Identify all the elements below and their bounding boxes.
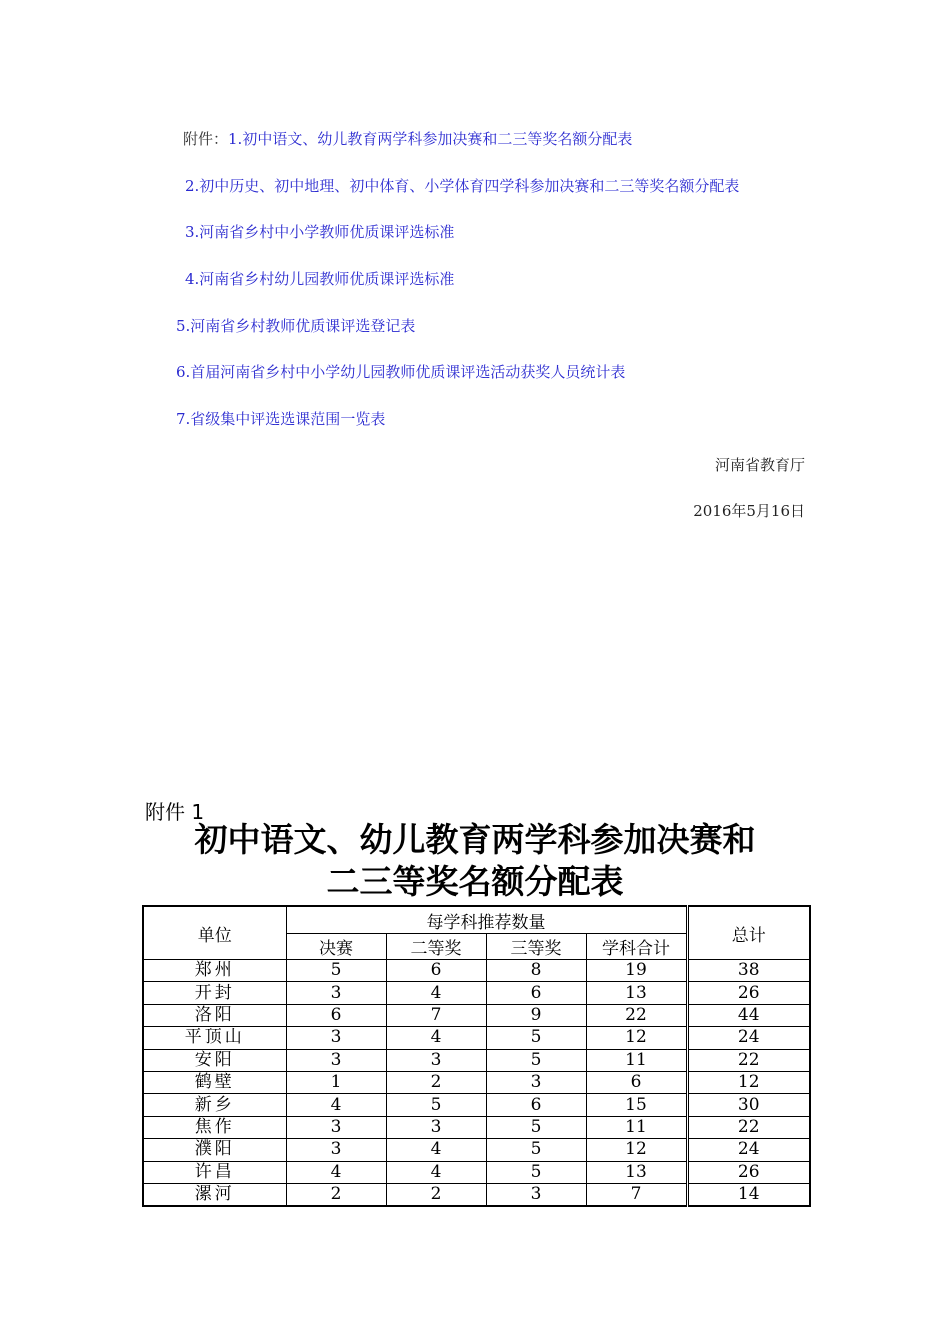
cell-second: 3 <box>386 1116 486 1138</box>
header-group: 每学科推荐数量 <box>286 906 687 934</box>
cell-second: 3 <box>386 1049 486 1071</box>
cell-total: 12 <box>687 1071 810 1093</box>
cell-subtotal: 22 <box>586 1004 687 1026</box>
table-row <box>143 1049 810 1071</box>
cell-total: 22 <box>687 1049 810 1071</box>
cell-third: 6 <box>486 1094 586 1116</box>
table-row <box>143 982 810 1004</box>
attachment-item-5[interactable] <box>176 315 415 336</box>
allocation-table <box>142 905 811 1207</box>
cell-second: 4 <box>386 1027 486 1049</box>
attachment-item-7[interactable] <box>176 408 385 429</box>
cell-third: 5 <box>486 1116 586 1138</box>
table-row <box>143 1071 810 1093</box>
attachment-item-1-text: 1.初中语文、幼儿教育两学科参加决赛和二三等奖名额分配表 <box>228 130 633 148</box>
cell-second: 7 <box>386 1004 486 1026</box>
cell-final: 4 <box>286 1094 386 1116</box>
cell-total: 38 <box>687 960 810 982</box>
attachment-item-2[interactable] <box>185 175 739 196</box>
cell-unit: 郑州 <box>143 960 286 982</box>
signature-date: 2016年5月16日 <box>693 502 805 520</box>
cell-second: 4 <box>386 1161 486 1183</box>
attachment-item-3[interactable] <box>185 221 454 242</box>
cell-third: 5 <box>486 1161 586 1183</box>
cell-final: 4 <box>286 1161 386 1183</box>
cell-subtotal: 12 <box>586 1139 687 1161</box>
attachment-item-4[interactable] <box>185 268 454 289</box>
header-unit: 单位 <box>143 906 286 960</box>
cell-second: 5 <box>386 1094 486 1116</box>
cell-final: 3 <box>286 1027 386 1049</box>
cell-final: 3 <box>286 982 386 1004</box>
cell-subtotal: 11 <box>586 1049 687 1071</box>
table-row <box>143 1139 810 1161</box>
attachment-item-1[interactable] <box>183 128 632 149</box>
attachment-item-4-text: 4.河南省乡村幼儿园教师优质课评选标准 <box>185 270 455 288</box>
cell-final: 3 <box>286 1049 386 1071</box>
cell-subtotal: 12 <box>586 1027 687 1049</box>
cell-subtotal: 11 <box>586 1116 687 1138</box>
cell-unit: 许昌 <box>143 1161 286 1183</box>
table-header-row-1 <box>143 906 810 934</box>
cell-third: 3 <box>486 1071 586 1093</box>
table-row <box>143 960 810 982</box>
cell-unit: 安阳 <box>143 1049 286 1071</box>
cell-second: 2 <box>386 1183 486 1206</box>
header-subtotal: 学科合计 <box>586 934 687 960</box>
cell-subtotal: 13 <box>586 982 687 1004</box>
attachment-prefix: 附件： <box>183 130 229 148</box>
cell-unit: 开封 <box>143 982 286 1004</box>
cell-unit: 平顶山 <box>143 1027 286 1049</box>
cell-total: 44 <box>687 1004 810 1026</box>
cell-subtotal: 7 <box>586 1183 687 1206</box>
cell-final: 1 <box>286 1071 386 1093</box>
cell-second: 6 <box>386 960 486 982</box>
cell-third: 5 <box>486 1049 586 1071</box>
cell-third: 8 <box>486 960 586 982</box>
attachment-item-6[interactable] <box>176 361 625 382</box>
header-third: 三等奖 <box>486 934 586 960</box>
header-total: 总计 <box>687 906 810 960</box>
cell-total: 14 <box>687 1183 810 1206</box>
table-row <box>143 1094 810 1116</box>
attachment-item-7-text: 7.省级集中评选选课范围一览表 <box>176 410 386 428</box>
cell-third: 5 <box>486 1139 586 1161</box>
cell-total: 24 <box>687 1027 810 1049</box>
cell-unit: 漯河 <box>143 1183 286 1206</box>
signature-org: 河南省教育厅 <box>714 456 805 474</box>
header-second: 二等奖 <box>386 934 486 960</box>
cell-total: 26 <box>687 1161 810 1183</box>
cell-second: 4 <box>386 1139 486 1161</box>
cell-unit: 濮阳 <box>143 1139 286 1161</box>
annex-label: 附件 1 <box>145 800 205 824</box>
attachment-item-5-text: 5.河南省乡村教师优质课评选登记表 <box>176 317 416 335</box>
cell-third: 9 <box>486 1004 586 1026</box>
cell-third: 3 <box>486 1183 586 1206</box>
attachment-item-3-text: 3.河南省乡村中小学教师优质课评选标准 <box>185 223 455 241</box>
cell-subtotal: 15 <box>586 1094 687 1116</box>
cell-final: 2 <box>286 1183 386 1206</box>
cell-subtotal: 19 <box>586 960 687 982</box>
cell-final: 3 <box>286 1139 386 1161</box>
cell-final: 6 <box>286 1004 386 1026</box>
attachment-item-6-text: 6.首届河南省乡村中小学幼儿园教师优质课评选活动获奖人员统计表 <box>176 363 626 381</box>
cell-unit: 洛阳 <box>143 1004 286 1026</box>
cell-unit: 焦作 <box>143 1116 286 1138</box>
table-row <box>143 1183 810 1206</box>
annex-title-line1: 初中语文、幼儿教育两学科参加决赛和 <box>194 820 756 859</box>
cell-final: 3 <box>286 1116 386 1138</box>
table-row <box>143 1116 810 1138</box>
cell-third: 5 <box>486 1027 586 1049</box>
attachment-item-2-text: 2.初中历史、初中地理、初中体育、小学体育四学科参加决赛和二三等奖名额分配表 <box>185 177 740 195</box>
cell-total: 30 <box>687 1094 810 1116</box>
cell-unit: 鹤壁 <box>143 1071 286 1093</box>
cell-total: 22 <box>687 1116 810 1138</box>
cell-second: 2 <box>386 1071 486 1093</box>
table-row <box>143 1004 810 1026</box>
cell-third: 6 <box>486 982 586 1004</box>
table-row <box>143 1161 810 1183</box>
header-final: 决赛 <box>286 934 386 960</box>
cell-unit: 新乡 <box>143 1094 286 1116</box>
cell-total: 26 <box>687 982 810 1004</box>
cell-subtotal: 6 <box>586 1071 687 1093</box>
annex-title-line2: 二三等奖名额分配表 <box>326 862 624 901</box>
cell-total: 24 <box>687 1139 810 1161</box>
cell-second: 4 <box>386 982 486 1004</box>
table-row <box>143 1027 810 1049</box>
cell-subtotal: 13 <box>586 1161 687 1183</box>
cell-final: 5 <box>286 960 386 982</box>
